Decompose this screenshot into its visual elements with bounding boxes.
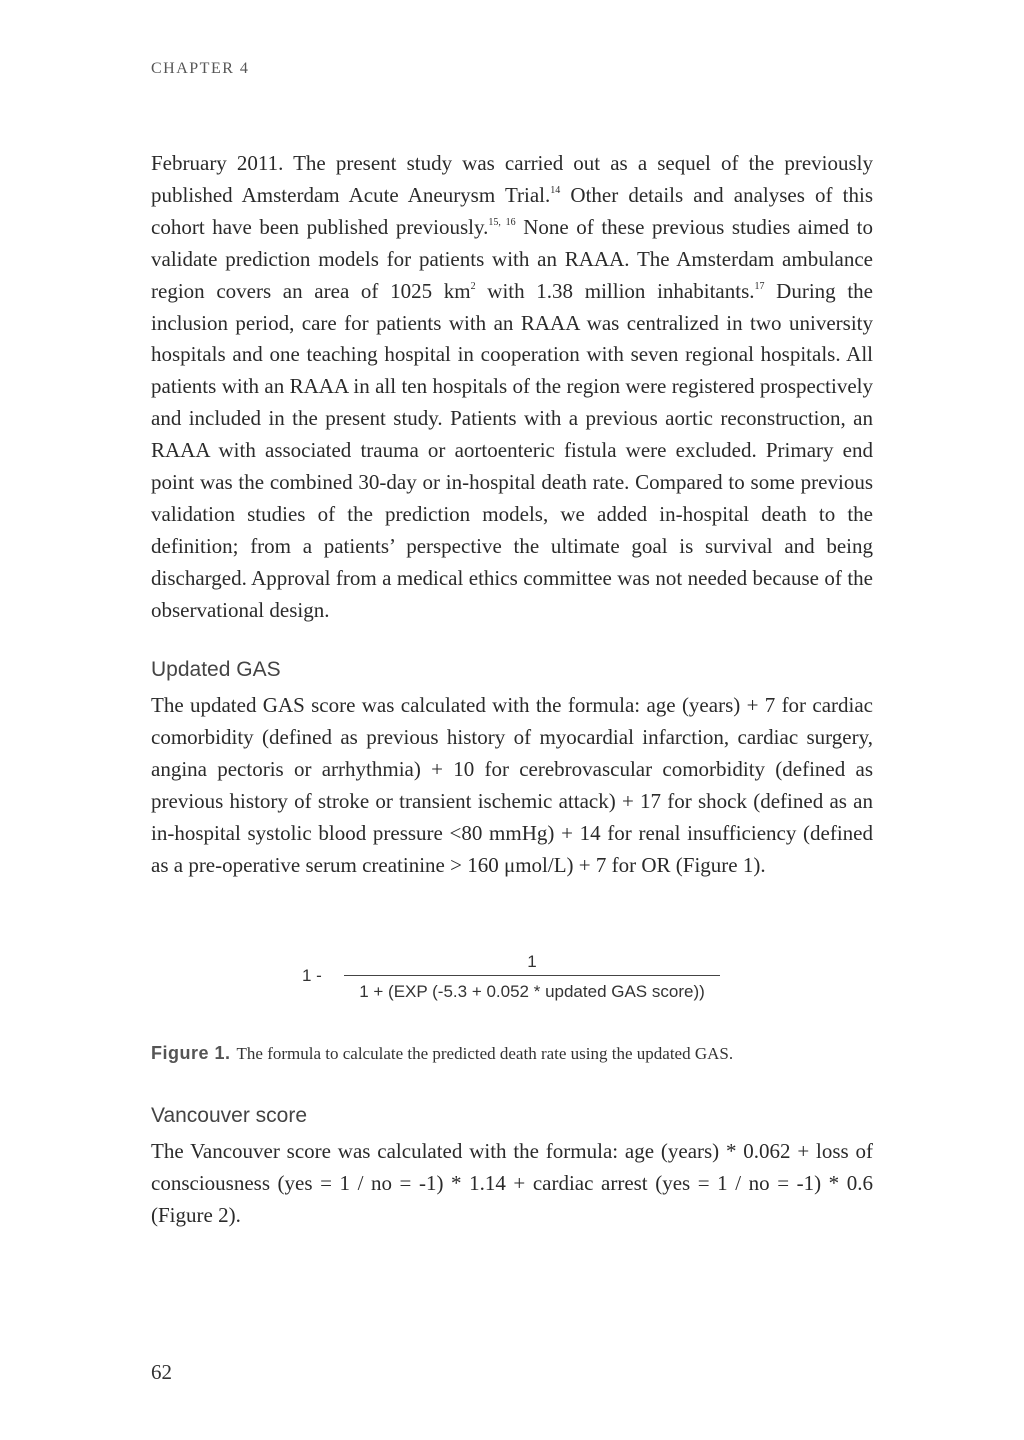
caption-text: The formula to calculate the predicted death rate using the updated GAS. [236, 1044, 734, 1063]
formula-prefix: 1 - [302, 966, 322, 985]
figure-label: Figure 1. [151, 1043, 231, 1063]
running-head: CHAPTER 4 [151, 60, 250, 77]
section-heading-updated-gas: Updated GAS [151, 658, 281, 681]
reference-superscript: 17 [754, 280, 765, 292]
unit-superscript: 2 [470, 280, 476, 292]
section-heading-vancouver: Vancouver score [151, 1104, 308, 1127]
paragraph-text: February 2011. The present study was carried out as a sequel of the previously published Amsterdam Acute Aneurysm Trial. [151, 151, 873, 207]
fraction-bar [344, 975, 720, 976]
figure-1-caption [151, 1043, 733, 1064]
vancouver-paragraph: The Vancouver score was calculated with the formula: age (years) * 0.062 + loss of consciousness (yes = 1 / no = -1) * 1.14 + cardiac arrest (yes = 1 / no = -1) * 0.6 (Figure 2). [151, 1139, 873, 1227]
formula-numerator: 1 [527, 952, 537, 971]
intro-paragraph [151, 148, 873, 627]
reference-superscript: 14 [550, 184, 561, 196]
updated-gas-paragraph: The updated GAS score was calculated with the formula: age (years) + 7 for cardiac comorbidity (defined as previous history of myocardial infarction, cardiac surgery, angina pectoris or arrhythmia) + 10 for cerebrovascular comorbidity (defined as previous history of stroke or transient ischemic attack) + 17 for shock (defined as an in-hospital systolic blood pressure <80 mmHg) + 14 for renal insufficiency (defined as a pre-operative serum creatinine > 160 μmol/L) + 7 for OR (Figure 1). [151, 693, 873, 877]
paragraph-text: None of these previous studies aimed to validate prediction models for patients with an RAAA. The Amsterdam ambulance region covers an area of 1025 km [151, 214, 873, 303]
paragraph-text: Other details and analyses of this cohort have been published previously. [151, 182, 873, 239]
death-rate-formula [302, 952, 732, 1008]
paragraph-text: During the inclusion period, care for patients with an RAAA was centralized in two university hospitals and one teaching hospital in cooperation with seven regional hospitals. All patients with an RAAA in all ten hospitals of the region were registered prospectively and included in the present study. Patients with a previous aortic reconstruction, an RAAA with associated trauma or aortoenteric fistula were excluded. Primary end point was the combined 30-day or in-hospital death rate. Compared to some previous validation studies of the prediction models, we added in-hospital death to the definition; from a patients’ perspective the ultimate goal is survival and being discharged. Approval from a medical ethics committee was not needed because of the observational design. [151, 278, 873, 622]
reference-superscript: 15, 16 [488, 216, 516, 228]
paragraph-text: with 1.38 million inhabitants. [475, 278, 755, 303]
formula-denominator: 1 + (EXP (-5.3 + 0.052 * updated GAS score)) [359, 982, 705, 1001]
page-number: 62 [151, 1360, 172, 1384]
